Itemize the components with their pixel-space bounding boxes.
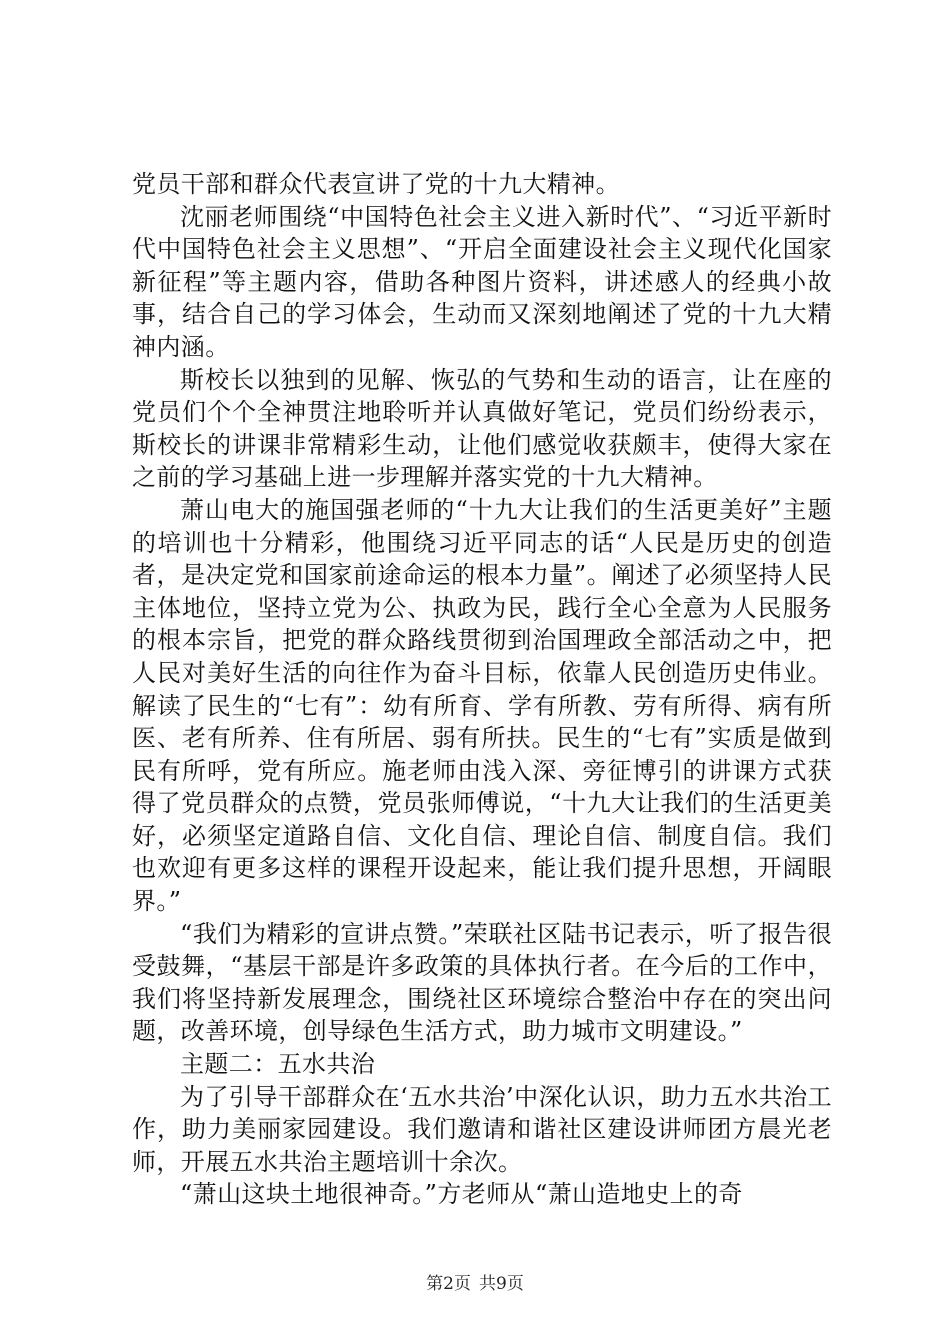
page-footer	[0, 1273, 950, 1295]
document-body	[132, 168, 832, 1211]
paragraph: 沈丽老师围绕“中国特色社会主义进入新时代”、“习近平新时代中国特色社会主义思想”、“开启全面建设社会主义现代化国家新征程”等主题内容，借助各种图片资料，讲述感人的经典小故事，结合自己的学习体会，生动而又深刻地阐述了党的十九大精神内涵。	[132, 202, 832, 361]
section-heading: 主题二：五水共治	[180, 1050, 376, 1079]
paragraph: 斯校长以独到的见解、恢弘的气势和生动的语言，让在座的党员们个个全神贯注地聆听并认真做好笔记，党员们纷纷表示，斯校长的讲课非常精彩生动，让他们感觉收获颇丰，使得大家在之前的学习基础上进一步理解并落实党的十九大精神。	[132, 365, 832, 492]
paragraph: 为了引导干部群众在‘五水共治’中深化认识，助力五水共治工作，助力美丽家园建设。我们邀请和谐社区建设讲师团方晨光老师，开展五水共治主题培训十余次。	[132, 1082, 832, 1176]
paragraph: “我们为精彩的宣讲点赞。”荣联社区陆书记表示，听了报告很受鼓舞，“基层干部是许多政策的具体执行者。在今后的工作中，我们将坚持新发展理念，围绕社区环境综合整治中存在的突出问题，改善环境，创导绿色生活方式，助力城市文明建设。”	[132, 919, 832, 1046]
page-number: 第2页	[426, 1274, 471, 1294]
paragraph: “萧山这块土地很神奇。”方老师从“萧山造地史上的奇	[180, 1180, 743, 1209]
paragraph-continuation: 党员干部和群众代表宣讲了党的十九大精神。	[132, 170, 620, 198]
page-total: 共9页	[479, 1274, 524, 1294]
paragraph: 萧山电大的施国强老师的“十九大让我们的生活更美好”主题的培训也十分精彩，他围绕习近平同志的话“人民是历史的创造者，是决定党和国家前途命运的根本力量”。阐述了必须坚持人民主体地位，坚持立党为公、执政为民，践行全心全意为人民服务的根本宗旨，把党的群众路线贯彻到治国理政全部活动之中，把人民对美好生活的向往作为奋斗目标，依靠人民创造历史伟业。解读了民生的“七有”：幼有所育、学有所教、劳有所得、病有所医、老有所养、住有所居、弱有所扶。民生的“七有”实质是做到民有所呼，党有所应。施老师由浅入深、旁征博引的讲课方式获得了党员群众的点赞，党员张师傅说，“十九大让我们的生活更美好，必须坚定道路自信、文化自信、理论自信、制度自信。我们也欢迎有更多这样的课程开设起来，能让我们提升思想，开阔眼界。”	[132, 495, 832, 916]
